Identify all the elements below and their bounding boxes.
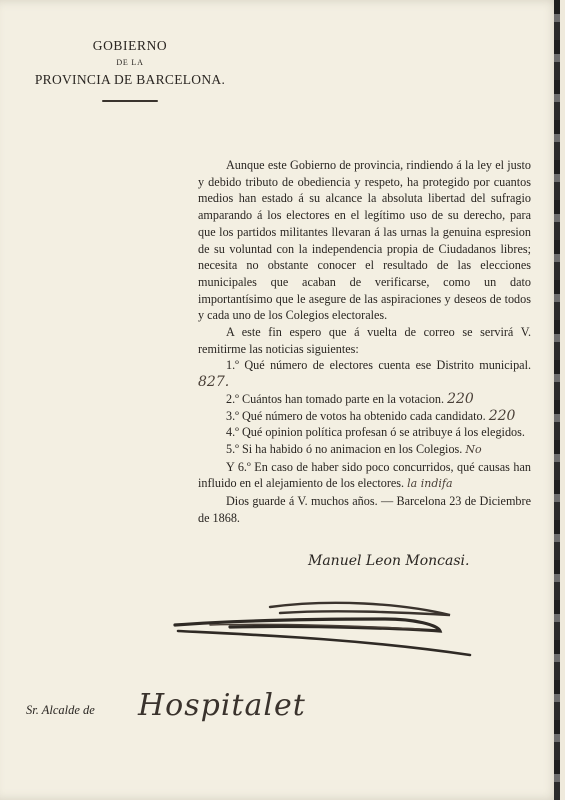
handwritten-signature-flourish — [170, 595, 510, 665]
question-6-label: Y 6.º — [226, 459, 251, 474]
letterhead-line-3: PROVINCIA DE BARCELONA. — [34, 72, 226, 87]
question-1-text: Qué número de electores cuenta ese Distrito municipal. — [244, 358, 532, 373]
addressee-prefix: Sr. Alcalde de — [26, 703, 95, 717]
intro-paragraph: Aunque este Gobierno de provincia, rindiendo á la ley el justo y debido tributo de obediencia y respeto, ha protegido por cuantos medios han estado á su alcance la absoluta libertad del sufragio amparando á los electores en el legítimo uso de su derecho, para que los partidos militantes llevaran á las urnas la genuina espresion de su voluntad con la independencia propia de Ciudadanos libres; necesita no obstante conocer el resultado de las elecciones municipales que acaban de verificarse, como un dato importantísimo que le asegure de las aspiraciones y deseos de todos y cada uno de los Colegios electorales. — [198, 158, 531, 323]
addressee-place: Hospitalet — [138, 688, 306, 723]
question-3-answer: 220 — [488, 407, 516, 424]
question-1-answer: 827. — [198, 374, 230, 391]
question-4-text: Qué opinion política profesan ó se atribuye á los elegidos. — [241, 425, 525, 440]
signature-name: Manuel Leon Moncasi. — [308, 553, 470, 569]
question-1-label: 1.º — [226, 358, 239, 373]
request-paragraph: A este fin espero que á vuelta de correo se servirá V. remitirme las noticias siguientes: — [198, 325, 531, 356]
letterhead-line-1: GOBIERNO — [92, 38, 168, 53]
question-2 — [198, 391, 531, 408]
question-2-answer: 220 — [447, 390, 474, 407]
letterhead — [30, 38, 230, 102]
question-5-label: 5.º — [226, 441, 239, 456]
question-6 — [198, 459, 531, 493]
question-3-label: 3.º — [226, 408, 239, 423]
question-6-answer: la indifa — [407, 477, 453, 491]
letterhead-ornament — [102, 100, 158, 102]
closing-paragraph: Dios guarde á V. muchos años. — Barcelona 23 de Diciembre de 1868. — [198, 494, 531, 525]
question-4 — [198, 424, 531, 441]
scan-edge — [554, 0, 560, 800]
letterhead-line-2: DE LA — [116, 58, 144, 67]
question-2-label: 2.º — [226, 391, 239, 406]
question-5 — [198, 441, 531, 459]
question-5-text: Si ha habido ó no animacion en los Colegios. — [241, 441, 463, 456]
question-4-label: 4.º — [226, 425, 239, 440]
question-5-answer: No — [465, 442, 482, 456]
question-1 — [198, 357, 531, 390]
question-2-text: Cuántos han tomado parte en la votacion. — [241, 391, 445, 406]
question-6-text: En caso de haber sido poco concurridos, qué causas han influido en el alejamiento de los electores. — [198, 459, 532, 491]
question-3 — [198, 408, 531, 425]
question-3-text: Qué número de votos ha obtenido cada candidato. — [241, 408, 486, 423]
letter-body — [198, 157, 531, 526]
